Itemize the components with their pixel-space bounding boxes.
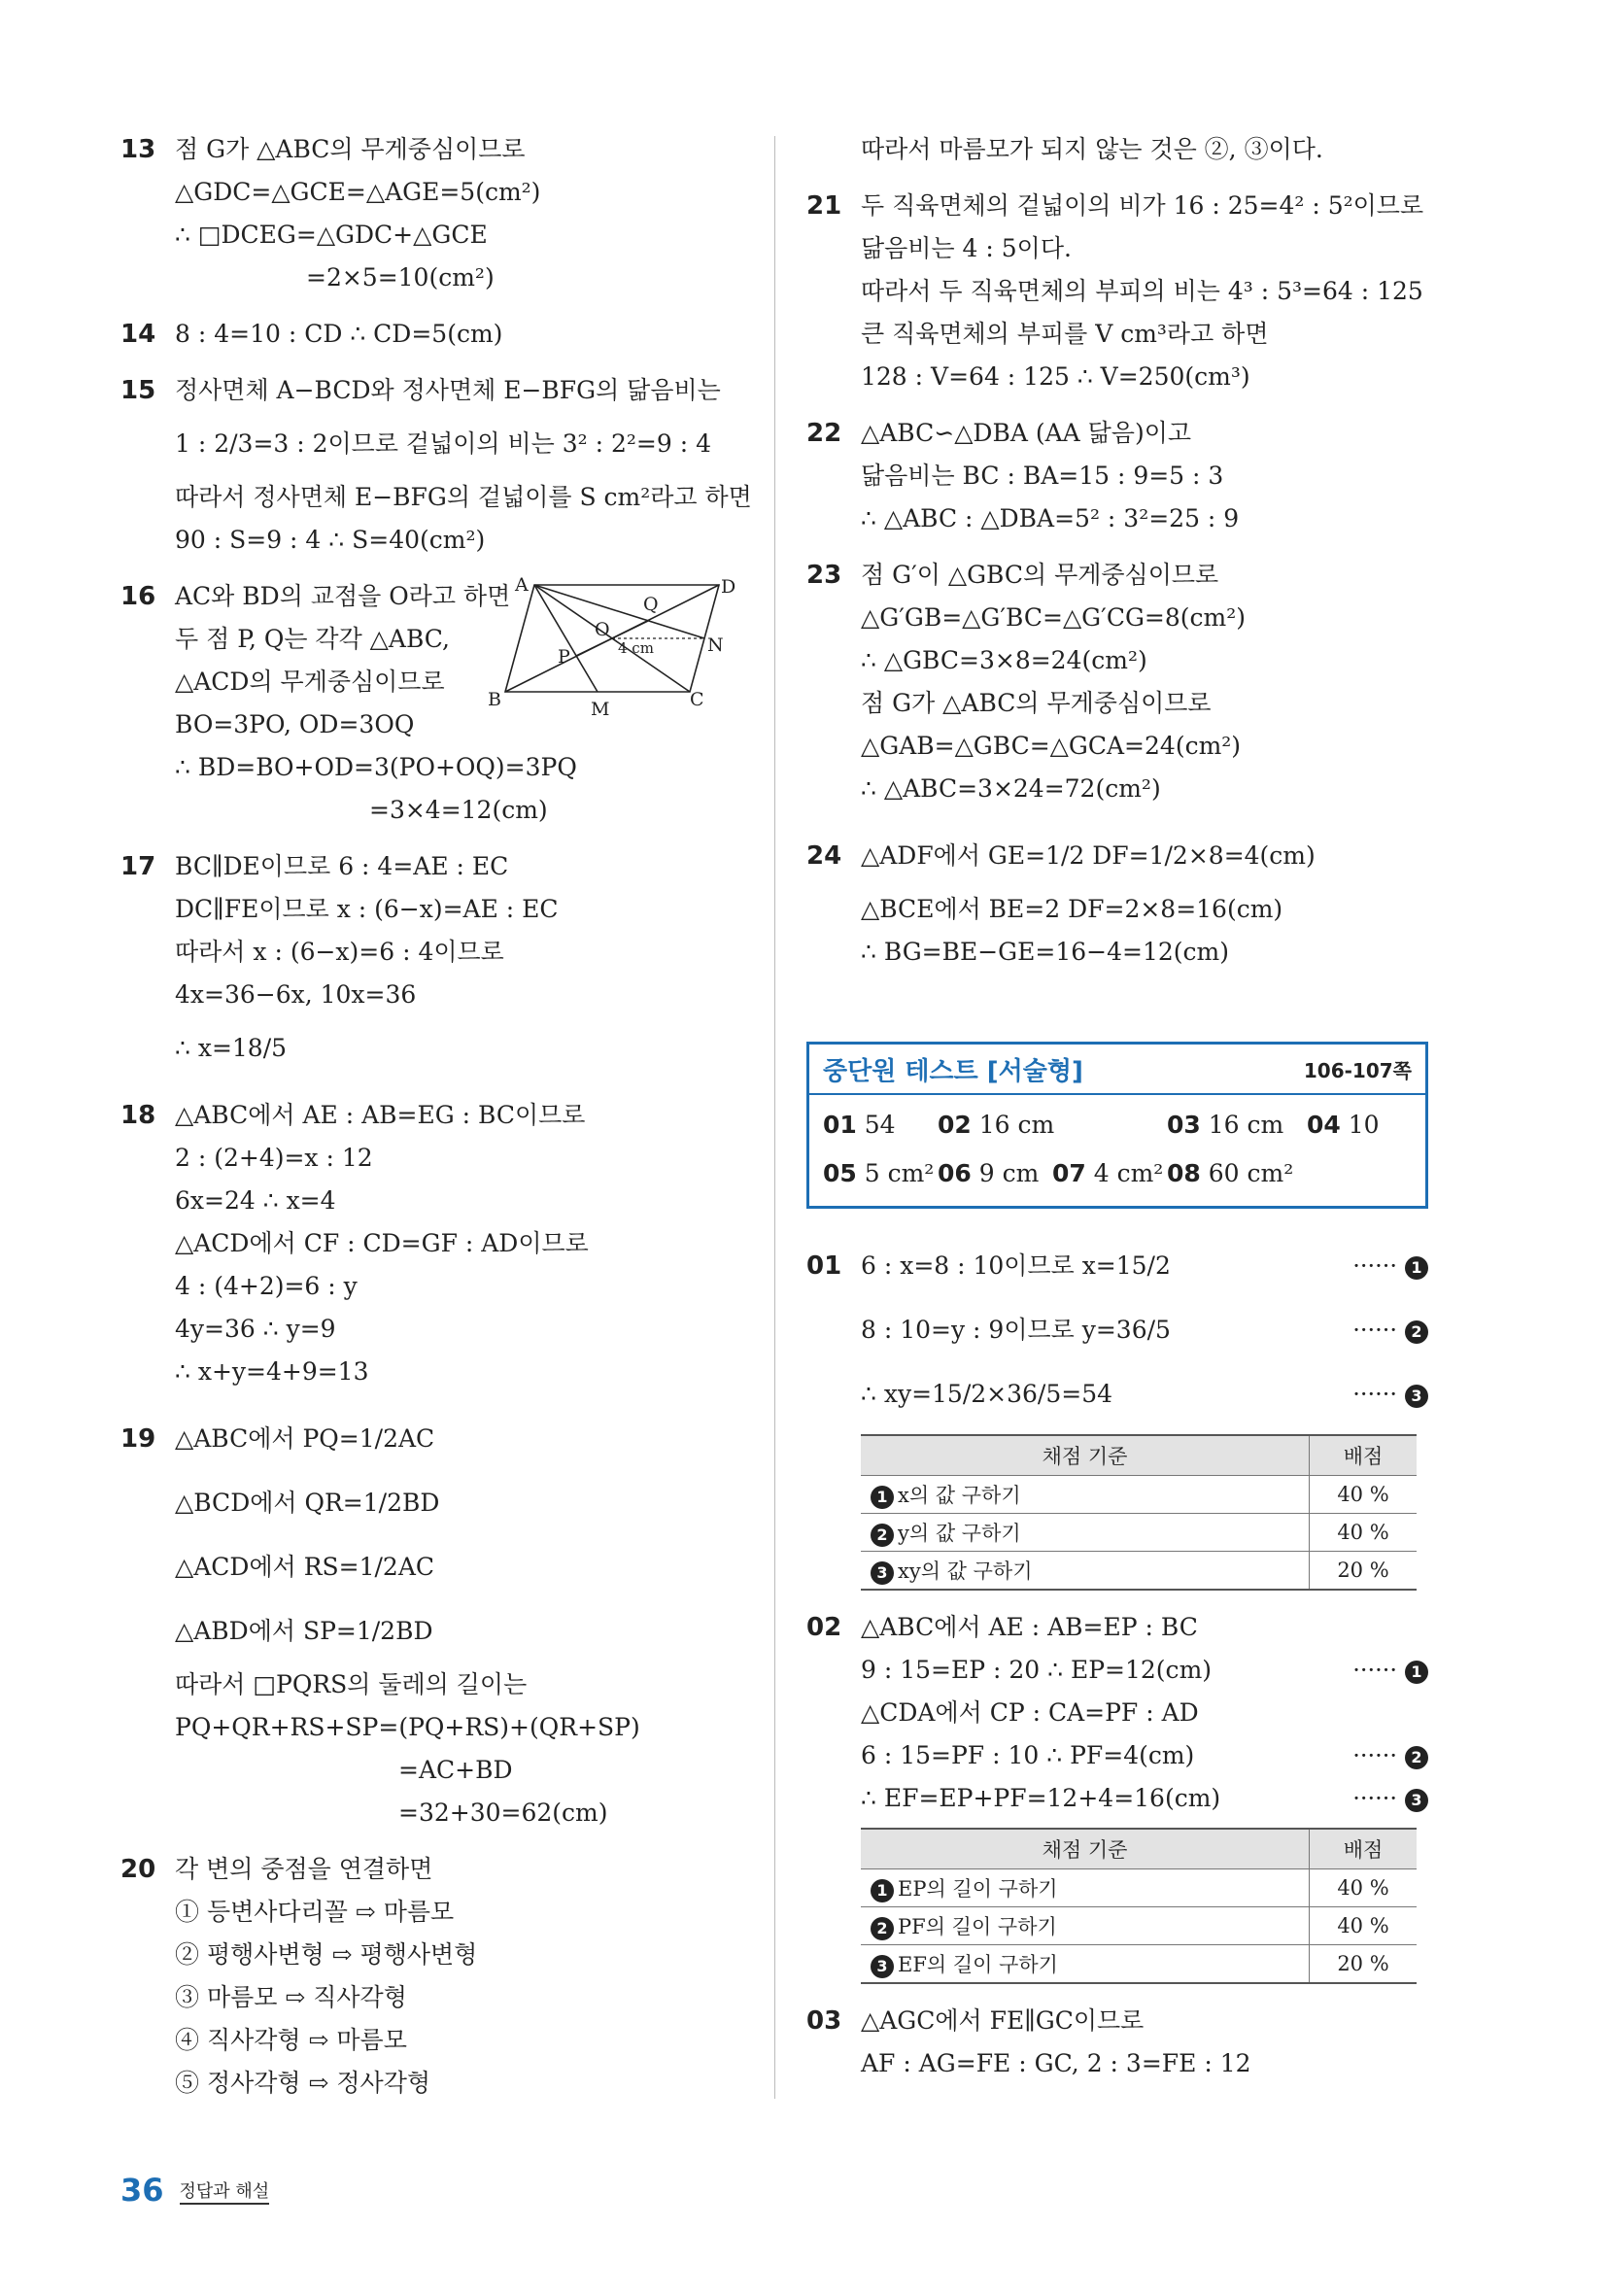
score: 40 % — [1310, 1869, 1418, 1907]
solution-line: 두 직육면체의 겉넓이의 비가 16 : 25=4² : 5²이므로 — [861, 191, 1424, 220]
solution-line: △AGC에서 FE∥GC이므로 — [861, 2006, 1145, 2035]
step-circle-icon: 3 — [1405, 1385, 1428, 1408]
solution-line — [861, 1234, 1428, 1298]
dots: ······ — [1352, 1317, 1397, 1344]
solution-line: 닮음비는 4 : 5이다. — [861, 234, 1072, 262]
answer-key — [809, 1095, 1425, 1206]
problem-18 — [120, 1094, 752, 1393]
problem-number: 24 — [806, 841, 842, 871]
solution-line: ∴ BG=BE−GE=16−4=12(cm) — [861, 938, 1229, 966]
table-header: 채점 기준 — [861, 1829, 1310, 1869]
grading-table — [861, 1828, 1417, 1984]
solution-line: 90 : S=9 : 4 ∴ S=40(cm²) — [175, 526, 486, 554]
label-D: D — [721, 576, 736, 598]
answer-number: 04 — [1307, 1111, 1341, 1139]
question-number: 01 — [806, 1251, 842, 1281]
score: 40 % — [1310, 1476, 1418, 1514]
solution-line: ∴ x=18/5 — [175, 1034, 288, 1062]
problem-22 — [806, 412, 1428, 540]
solution-line — [861, 1362, 1428, 1426]
problem-24 — [806, 824, 1428, 974]
right-column — [806, 128, 1428, 2099]
step-marker — [1352, 1298, 1428, 1362]
solution-line: ∴ x+y=4+9=13 — [175, 1357, 369, 1386]
solution-line — [861, 1692, 1428, 1734]
solution-line: ④ 직사각형 ⇨ 마름모 — [175, 2026, 407, 2054]
answer-value: 16 cm — [1208, 1111, 1284, 1139]
table-row — [861, 1514, 1417, 1552]
solution-line — [861, 1606, 1428, 1649]
solution-line: DC∥FE이므로 x : (6−x)=AE : EC — [175, 895, 559, 923]
line-text: △CDA에서 CP : CA=PF : AD — [861, 1698, 1199, 1727]
problem-number: 16 — [120, 582, 156, 611]
solution-line: BC∥DE이므로 6 : 4=AE : EC — [175, 852, 509, 880]
answer-number: 06 — [938, 1159, 972, 1187]
solution-line: 4y=36 ∴ y=9 — [175, 1315, 336, 1343]
label-N: N — [707, 634, 724, 656]
solution-line: △ABD에서 SP=1/2BD — [175, 1617, 433, 1645]
label-M: M — [591, 699, 610, 720]
solution-line: 두 점 P, Q는 각각 △ABC, — [175, 625, 450, 653]
dots: ······ — [1352, 1742, 1397, 1769]
solution-line: ③ 마름모 ⇨ 직사각형 — [175, 1983, 407, 2011]
criterion: EP의 길이 구하기 — [898, 1877, 1058, 1901]
line-text: 8 : 10=y : 9이므로 y=36/5 — [861, 1316, 1171, 1344]
solution-line: △GDC=△GCE=△AGE=5(cm²) — [175, 178, 541, 206]
table-row — [861, 1945, 1417, 1984]
label-4cm: 4 cm — [618, 639, 654, 657]
question-number: 02 — [806, 1613, 842, 1642]
step-circle-icon: 3 — [1405, 1789, 1428, 1812]
problem-number: 20 — [120, 1855, 156, 1884]
question-03 — [806, 2000, 1428, 2085]
left-column — [120, 128, 752, 2118]
solution-line — [861, 1649, 1428, 1692]
criterion: x의 값 구하기 — [898, 1484, 1021, 1507]
answer-number: 02 — [938, 1111, 972, 1139]
solution-line: 2 : (2+4)=x : 12 — [175, 1144, 373, 1172]
solution-line: 따라서 정사면체 E−BFG의 겉넓이를 S cm²라고 하면 — [175, 483, 752, 511]
step-circle-icon: 2 — [871, 1524, 894, 1547]
solution-line: △ABC에서 PQ=1/2AC — [175, 1424, 435, 1453]
step-marker — [1352, 1362, 1428, 1426]
section-title: 중단원 테스트 [서술형] — [823, 1056, 1083, 1086]
step-marker — [1352, 1234, 1428, 1298]
step-circle-icon: 1 — [871, 1879, 894, 1902]
table-row — [861, 1552, 1417, 1591]
solution-line: 큰 직육면체의 부피를 V cm³라고 하면 — [861, 320, 1269, 348]
solution-line: =3×4=12(cm) — [369, 796, 548, 824]
question-02 — [806, 1606, 1428, 1984]
solution-line: △GAB=△GBC=△GCA=24(cm²) — [861, 732, 1242, 760]
label-O: O — [595, 619, 610, 640]
step-circle-icon: 3 — [871, 1955, 894, 1978]
solution-line: ② 평행사변형 ⇨ 평행사변형 — [175, 1940, 478, 1969]
solution-line: 닮음비는 BC : BA=15 : 9=5 : 3 — [861, 462, 1224, 490]
step-circle-icon: 2 — [1405, 1320, 1428, 1344]
solution-line: △G′GB=△G′BC=△G′CG=8(cm²) — [861, 603, 1247, 632]
solution-line: △ABC에서 AE : AB=EG : BC이므로 — [175, 1101, 586, 1129]
problem-number: 18 — [120, 1101, 156, 1130]
score: 40 % — [1310, 1907, 1418, 1945]
answer-row — [823, 1101, 1412, 1149]
problem-number: 23 — [806, 561, 842, 590]
solution-line: BO=3PO, OD=3OQ — [175, 710, 415, 738]
answer-number: 07 — [1052, 1159, 1086, 1187]
step-circle-icon: 3 — [871, 1561, 894, 1585]
dots: ······ — [1352, 1657, 1397, 1684]
problem-19 — [120, 1407, 752, 1834]
problem-20-continued — [806, 128, 1428, 171]
problem-number: 22 — [806, 419, 842, 448]
label-C: C — [690, 689, 704, 710]
solution-line: 4x=36−6x, 10x=36 — [175, 980, 417, 1009]
solution-line: ∴ △GBC=3×8=24(cm²) — [861, 646, 1147, 674]
solution-line: △ACD에서 CF : CD=GF : AD이므로 — [175, 1229, 589, 1257]
step-marker — [1352, 1777, 1428, 1820]
answer-value: 60 cm² — [1208, 1159, 1294, 1187]
solution-line: ∴ △ABC=3×24=72(cm²) — [861, 774, 1161, 803]
score: 40 % — [1310, 1514, 1418, 1552]
solution-line: △ABC∽△DBA (AA 닮음)이고 — [861, 419, 1191, 447]
solution-line: 정사면체 A−BCD와 정사면체 E−BFG의 닮음비는 — [175, 376, 721, 404]
problem-number: 13 — [120, 135, 156, 164]
answer-row — [823, 1149, 1412, 1198]
criterion: PF의 길이 구하기 — [898, 1915, 1057, 1938]
table-header: 배점 — [1310, 1829, 1418, 1869]
score: 20 % — [1310, 1552, 1418, 1591]
table-row — [861, 1476, 1417, 1514]
solution-line: ∴ △ABC : △DBA=5² : 3²=25 : 9 — [861, 504, 1240, 532]
solution-line — [861, 1298, 1428, 1362]
page-footer — [120, 2172, 269, 2209]
solution-line: 4 : (4+2)=6 : y — [175, 1272, 358, 1300]
criterion: y의 값 구하기 — [898, 1522, 1021, 1545]
solution-line: 128 : V=64 : 125 ∴ V=250(cm³) — [861, 362, 1250, 391]
criterion: EF의 길이 구하기 — [898, 1953, 1058, 1976]
solution-line: △ACD의 무게중심이므로 — [175, 668, 445, 696]
dots: ······ — [1352, 1252, 1397, 1280]
answer-value: 10 — [1348, 1111, 1380, 1139]
line-text: 6 : x=8 : 10이므로 x=15/2 — [861, 1251, 1171, 1280]
section-pages: 106-107쪽 — [1303, 1058, 1412, 1082]
solution-line: ∴ BD=BO+OD=3(PO+OQ)=3PQ — [175, 753, 577, 781]
problem-13 — [120, 128, 752, 299]
solution-line: AF : AG=FE : GC, 2 : 3=FE : 12 — [861, 2049, 1251, 2077]
problem-number: 19 — [120, 1424, 156, 1454]
solution-line: 각 변의 중점을 연결하면 — [175, 1855, 433, 1883]
dots: ······ — [1352, 1785, 1397, 1812]
solution-line: ∴ □DCEG=△GDC+△GCE — [175, 221, 488, 249]
solution-line: 1 : 2/3=3 : 2이므로 겉넓이의 비는 3² : 2²=9 : 4 — [175, 429, 711, 458]
solution-line: 점 G가 △ABC의 무게중심이므로 — [861, 689, 1212, 717]
problem-number: 15 — [120, 376, 156, 405]
footer-label: 정답과 해설 — [180, 2177, 270, 2205]
line-text: 6 : 15=PF : 10 ∴ PF=4(cm) — [861, 1741, 1195, 1769]
solution-line: =32+30=62(cm) — [398, 1799, 608, 1827]
grading-table — [861, 1434, 1417, 1591]
section-header — [809, 1045, 1425, 1095]
solution-line: =AC+BD — [398, 1756, 513, 1784]
table-row — [861, 1869, 1417, 1907]
question-number: 03 — [806, 2006, 842, 2036]
dots: ······ — [1352, 1381, 1397, 1408]
section-answer-box — [806, 1042, 1428, 1209]
solution-line: 따라서 x : (6−x)=6 : 4이므로 — [175, 938, 504, 966]
solution-line: 점 G′이 △GBC의 무게중심이므로 — [861, 561, 1219, 589]
table-header: 채점 기준 — [861, 1435, 1310, 1476]
line-text: 9 : 15=EP : 20 ∴ EP=12(cm) — [861, 1656, 1213, 1684]
step-circle-icon: 2 — [871, 1917, 894, 1940]
answer-number: 05 — [823, 1159, 857, 1187]
line-text: ∴ xy=15/2×36/5=54 — [861, 1380, 1113, 1408]
table-header: 배점 — [1310, 1435, 1418, 1476]
answer-value: 54 — [864, 1111, 896, 1139]
solution-line: △ACD에서 RS=1/2AC — [175, 1553, 435, 1581]
line-text: △ABC에서 AE : AB=EP : BC — [861, 1613, 1198, 1641]
solution-line: 6x=24 ∴ x=4 — [175, 1186, 336, 1215]
answer-value: 4 cm² — [1093, 1159, 1164, 1187]
solution-line: 따라서 두 직육면체의 부피의 비는 4³ : 5³=64 : 125 — [861, 277, 1423, 305]
step-circle-icon: 2 — [1405, 1746, 1428, 1769]
problem-23 — [806, 554, 1428, 810]
solution-line: △BCE에서 BE=2 DF=2×8=16(cm) — [861, 895, 1283, 923]
solution-line: =2×5=10(cm²) — [306, 263, 495, 291]
score: 20 % — [1310, 1945, 1418, 1984]
solution-line: ⑤ 정사각형 ⇨ 정사각형 — [175, 2069, 430, 2097]
label-Q: Q — [643, 594, 659, 615]
problem-14 — [120, 313, 752, 356]
table-row — [861, 1907, 1417, 1945]
criterion: xy의 값 구하기 — [898, 1559, 1033, 1583]
problem-20 — [120, 1848, 752, 2105]
solution-line: AC와 BD의 교점을 O라고 하면 — [175, 582, 511, 610]
step-circle-icon: 1 — [871, 1486, 894, 1509]
problem-16 — [120, 575, 752, 832]
step-circle-icon: 1 — [1405, 1661, 1428, 1684]
solution-line: PQ+QR+RS+SP=(PQ+RS)+(QR+SP) — [175, 1713, 640, 1741]
problem-number: 14 — [120, 320, 156, 349]
label-B: B — [488, 689, 501, 710]
question-01 — [806, 1234, 1428, 1591]
parallelogram-figure — [488, 574, 736, 731]
solution-line: 8 : 4=10 : CD ∴ CD=5(cm) — [175, 320, 503, 348]
solution-line — [861, 1734, 1428, 1777]
solution-line: △BCD에서 QR=1/2BD — [175, 1489, 440, 1517]
answer-number: 03 — [1167, 1111, 1201, 1139]
step-circle-icon: 1 — [1405, 1256, 1428, 1280]
label-P: P — [558, 646, 570, 668]
solution-line: 따라서 □PQRS의 둘레의 길이는 — [175, 1670, 528, 1698]
step-marker — [1352, 1649, 1428, 1692]
solution-line: 따라서 마름모가 되지 않는 것은 ②, ③이다. — [861, 135, 1323, 163]
solution-line: 점 G가 △ABC의 무게중심이므로 — [175, 135, 526, 163]
answer-value: 16 cm — [978, 1111, 1055, 1139]
solution-line — [861, 1777, 1428, 1820]
solution-line: ① 등변사다리꼴 ⇨ 마름모 — [175, 1898, 455, 1926]
answer-value: 5 cm² — [864, 1159, 935, 1187]
answer-number: 08 — [1167, 1159, 1201, 1187]
solution-line: △ADF에서 GE=1/2 DF=1/2×8=4(cm) — [861, 841, 1316, 870]
page-number: 36 — [120, 2172, 164, 2209]
answer-number: 01 — [823, 1111, 857, 1139]
problem-number: 21 — [806, 191, 842, 221]
problem-15 — [120, 369, 752, 562]
answer-value: 9 cm — [978, 1159, 1040, 1187]
problem-number: 17 — [120, 852, 156, 881]
problem-21 — [806, 185, 1428, 398]
label-A: A — [515, 574, 529, 596]
line-text: ∴ EF=EP+PF=12+4=16(cm) — [861, 1784, 1221, 1812]
problem-17 — [120, 845, 752, 1080]
column-divider — [774, 136, 775, 2099]
step-marker — [1352, 1734, 1428, 1777]
